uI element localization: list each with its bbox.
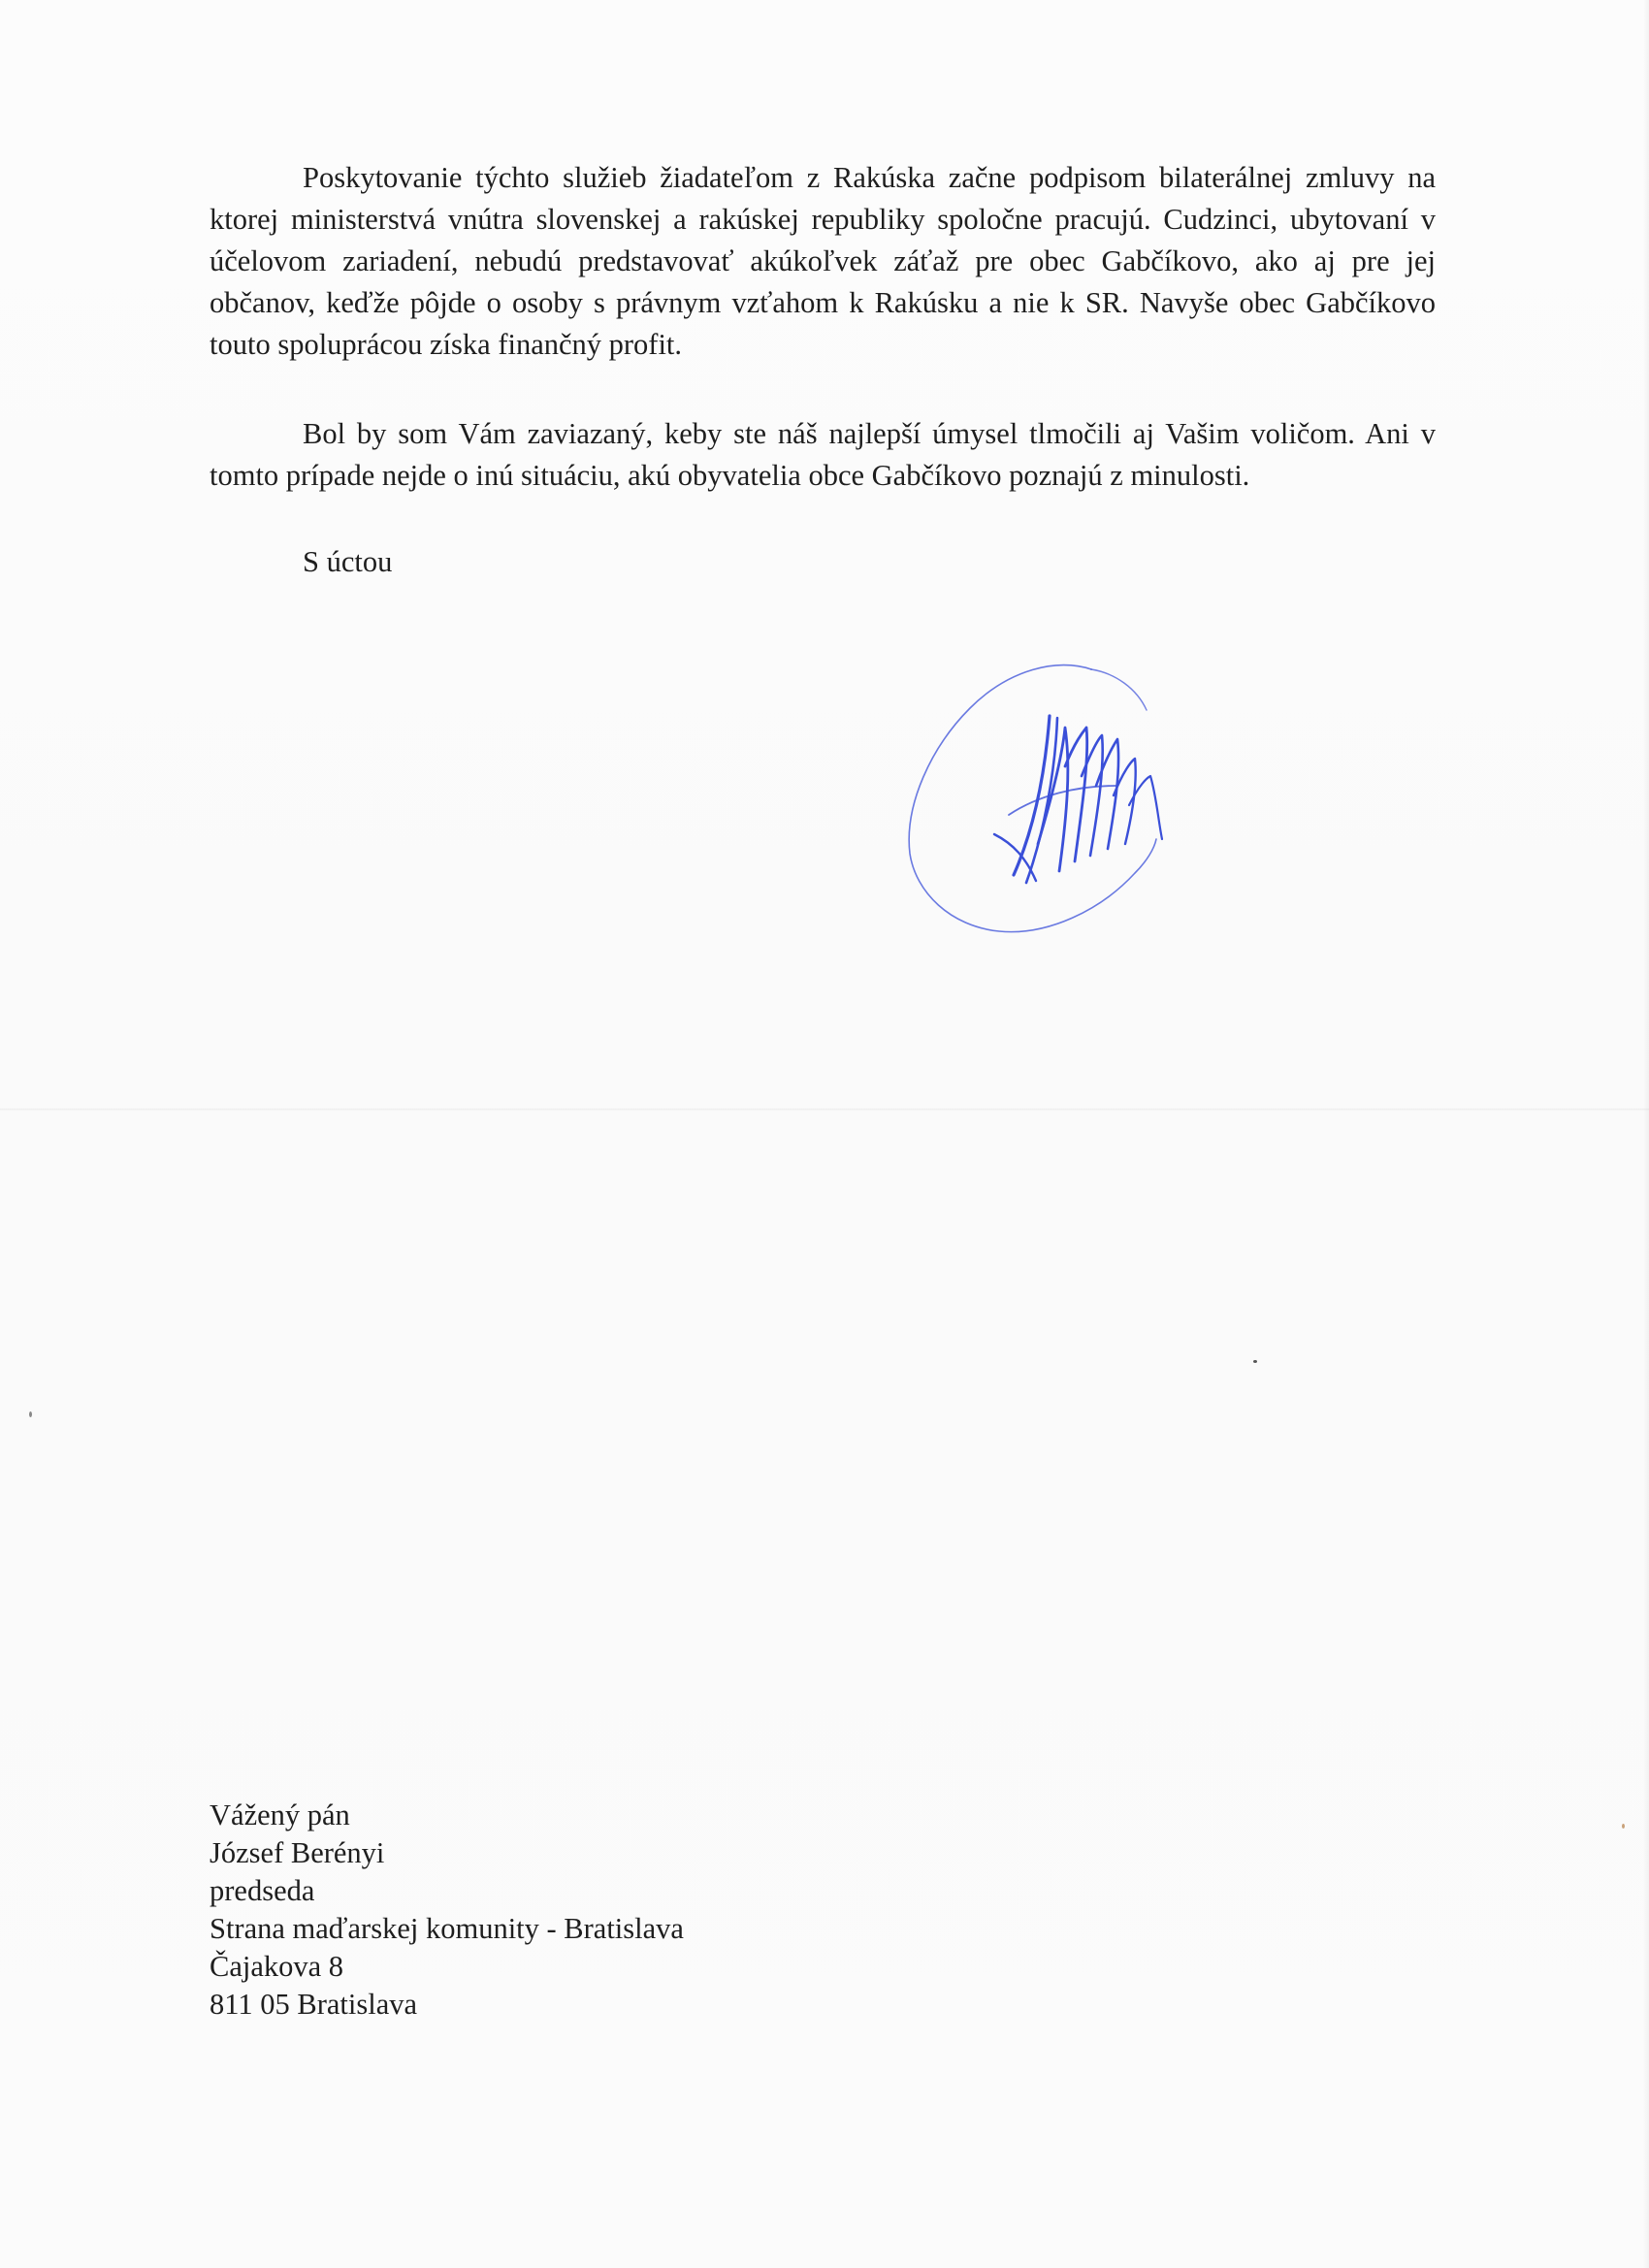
scan-speck [1253, 1360, 1257, 1363]
paper-edge-shadow [1643, 0, 1649, 2268]
paragraph-services: Poskytovanie týchto služieb žiadateľom z Rakúska začne podpisom bilaterálnej zmluvy na ktorej ministerstvá vnútra slovenskej a rakúskej republiky spoločne pracujú. Cudzinci, ubytovaní v účelovom zariadení, nebudú predstavovať akúkoľvek záťaž pre obec Gabčíkovo, ako aj pre jej občanov, keďže pôjde o osoby s právnym vzťahom k Rakúsku a nie k SR. Navyše obec Gabčíkovo touto spoluprácou získa finančný profit. [210, 161, 1436, 361]
paper-fold-crease [0, 1108, 1649, 1111]
closing-phrase: S úctou [303, 545, 393, 578]
recipient-street: Čajakova 8 [210, 1950, 344, 1983]
recipient-salutation: Vážený pán [210, 1798, 350, 1831]
recipient-role: predseda [210, 1874, 315, 1907]
recipient-address [210, 1797, 684, 2024]
scan-speck [29, 1411, 32, 1417]
handwritten-signature [892, 650, 1212, 960]
scan-speck [1622, 1824, 1625, 1829]
paragraph-request: Bol by som Vám zaviazaný, keby ste náš najlepší úmysel tlmočili aj Vašim voličom. Ani v tomto prípade nejde o inú situáciu, akú obyvatelia obce Gabčíkovo poznajú z minulosti. [210, 417, 1436, 492]
recipient-organization: Strana maďarskej komunity - Bratislava [210, 1912, 684, 1945]
recipient-name: József Berényi [210, 1836, 385, 1869]
recipient-city: 811 05 Bratislava [210, 1988, 418, 2021]
